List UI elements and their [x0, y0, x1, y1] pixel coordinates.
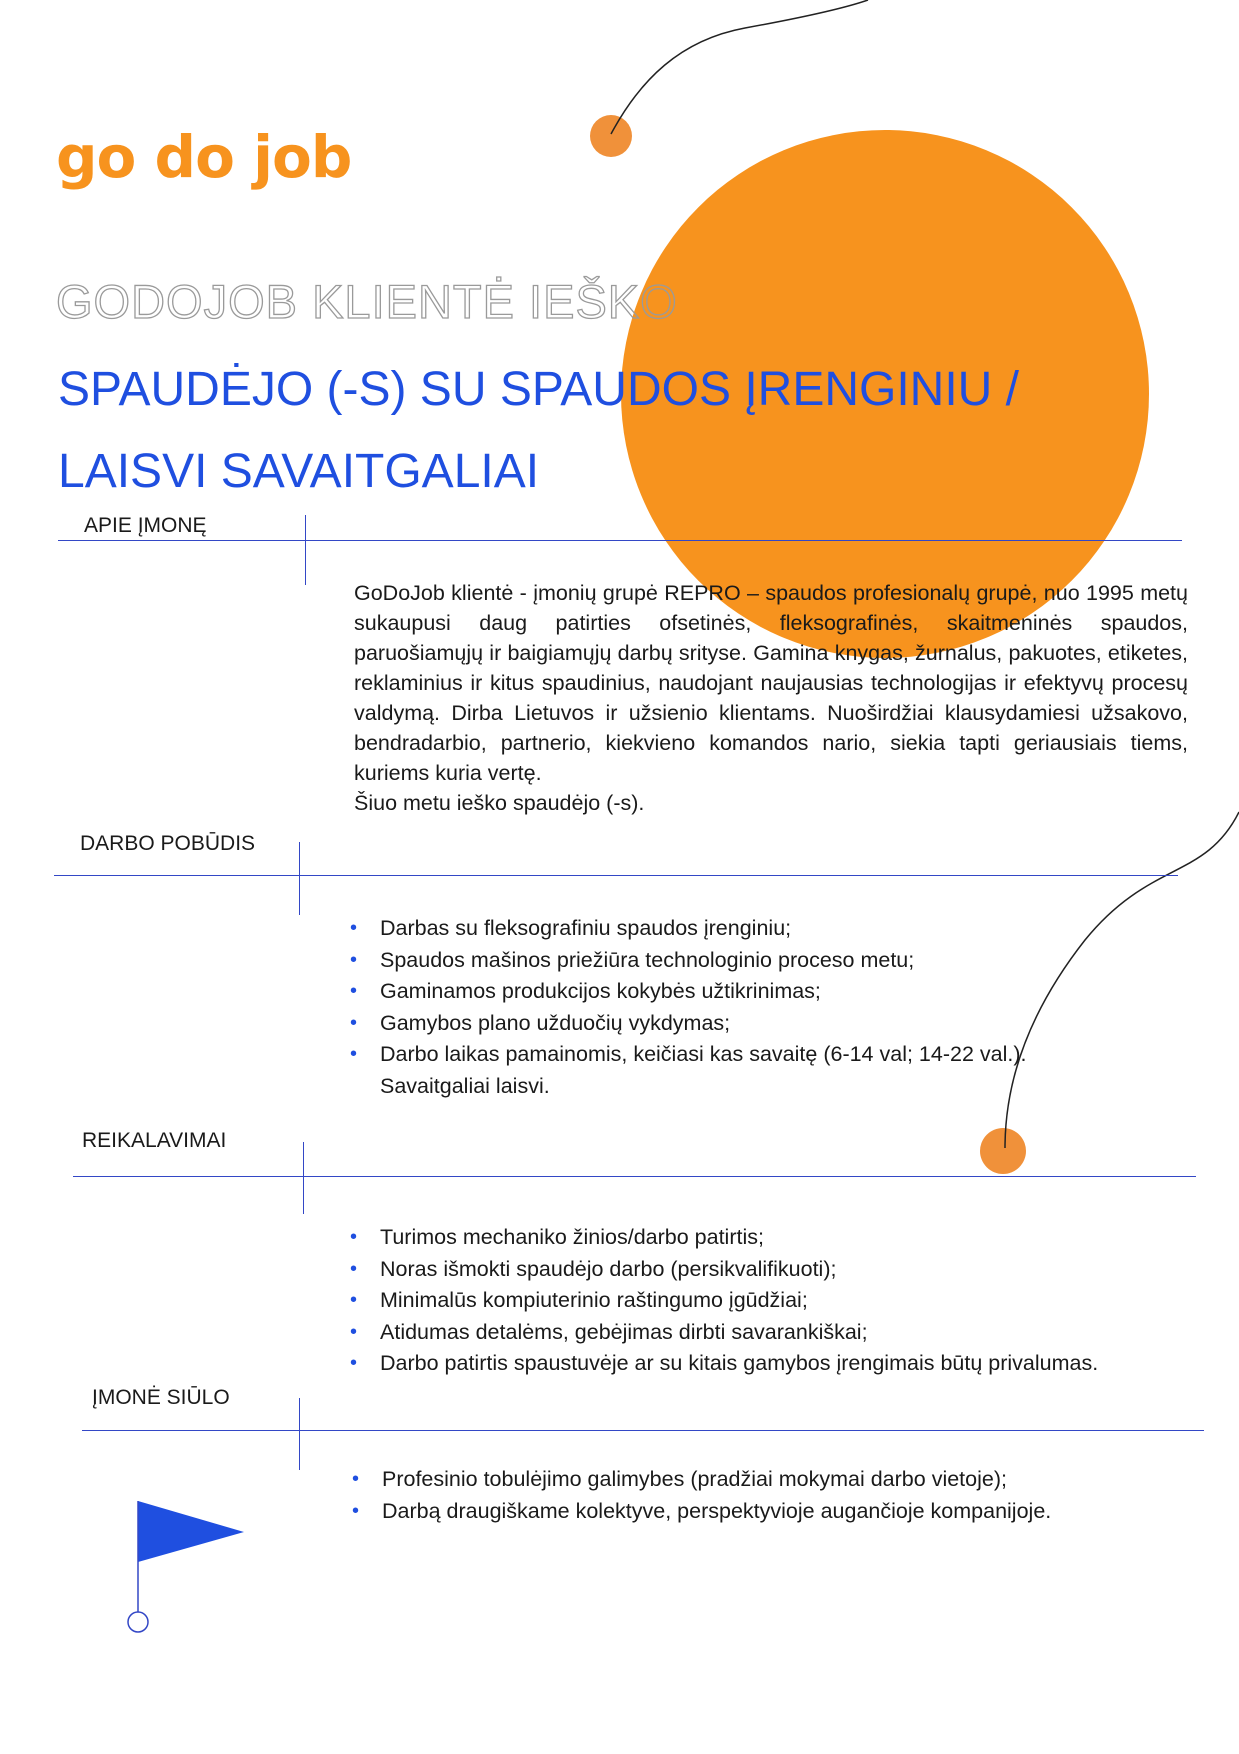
- work-list: [350, 913, 1210, 1102]
- divider-work: [54, 875, 1178, 876]
- divider-about: [58, 540, 1182, 541]
- godojob-logo: go do job: [56, 123, 352, 191]
- section-label-about: APIE ĮMONĘ: [84, 514, 207, 537]
- job-title-line-2: LAISVI SAVAITGALIAI: [58, 445, 540, 498]
- outline-heading: GODOJOB KLIENTĖ IEŠKO: [56, 275, 678, 328]
- divider-offer: [82, 1430, 1204, 1431]
- divider-tick-requirements: [303, 1142, 304, 1214]
- section-label-offer: ĮMONĖ SIŪLO: [92, 1386, 230, 1409]
- list-item: • Atidumas detalėms, gebėjimas dirbti savarankiškai;: [350, 1317, 1210, 1349]
- divider-tick-work: [299, 842, 300, 915]
- list-item: • Darbas su fleksografiniu spaudos įrenginiu;: [350, 913, 1210, 945]
- list-item: [350, 1039, 1210, 1102]
- list-item: • Minimalūs kompiuterinio raštingumo įgūdžiai;: [350, 1285, 1210, 1317]
- small-orange-dot-right: [980, 1128, 1026, 1174]
- divider-requirements: [73, 1176, 1196, 1177]
- small-orange-dot-top: [590, 115, 632, 157]
- list-item: • Noras išmokti spaudėjo darbo (persikvalifikuoti);: [350, 1254, 1210, 1286]
- about-last-line: Šiuo metu ieško spaudėjo (-s).: [354, 791, 645, 815]
- about-text: [354, 578, 1188, 818]
- divider-tick-offer: [299, 1398, 300, 1470]
- list-item: • Darbą draugiškame kolektyve, perspektyvioje augančioje kompanijoje.: [352, 1496, 1212, 1528]
- list-item: • Gamybos plano užduočių vykdymas;: [350, 1008, 1210, 1040]
- list-item: • Gaminamos produkcijos kokybės užtikrinimas;: [350, 976, 1210, 1008]
- list-item: • Profesinio tobulėjimo galimybes (pradžiai mokymai darbo vietoje);: [352, 1464, 1212, 1496]
- section-label-requirements: REIKALAVIMAI: [82, 1129, 227, 1152]
- job-title-line-1: SPAUDĖJO (-S) SU SPAUDOS ĮRENGINIU /: [58, 363, 1020, 416]
- list-item: • Darbo patirtis spaustuvėje ar su kitais gamybos įrengimais būtų privalumas.: [350, 1348, 1210, 1380]
- offer-list: [352, 1464, 1212, 1527]
- section-label-work: DARBO POBŪDIS: [80, 832, 256, 855]
- list-item: • Turimos mechaniko žinios/darbo patirtis;: [350, 1222, 1210, 1254]
- list-item-continuation: Savaitgaliai laisvi.: [380, 1073, 550, 1098]
- about-paragraph: GoDoJob klientė - įmonių grupė REPRO – spaudos profesionalų grupė, nuo 1995 metų sukaupusi daug patirties ofsetinės, fleksografinės, skaitmeninės spaudos, paruošiamųjų ir baigiamųjų darbų srityse. Gamina knygas, žurnalus, pakuotes, etiketes, reklaminius ir kitus spaudinius, naudojant naujausias technologijas ir efektyvų procesų valdymą. Dirba Lietuvos ir užsienio klientams. Nuoširdžiai klausydamiesi užsakovo, bendradarbio, partnerio, kiekvieno komandos nario, siekia tapti geriausiais tiems, kuriems kuria vertę.: [354, 581, 1188, 785]
- requirements-list: [350, 1222, 1210, 1380]
- divider-tick-about: [305, 515, 306, 585]
- list-item-text: Darbo laikas pamainomis, keičiasi kas savaitę (6-14 val; 14-22 val.).: [380, 1042, 1027, 1066]
- list-item: • Spaudos mašinos priežiūra technologinio proceso metu;: [350, 945, 1210, 977]
- curve-line-top: [611, 0, 868, 134]
- flag-icon: [128, 1501, 244, 1632]
